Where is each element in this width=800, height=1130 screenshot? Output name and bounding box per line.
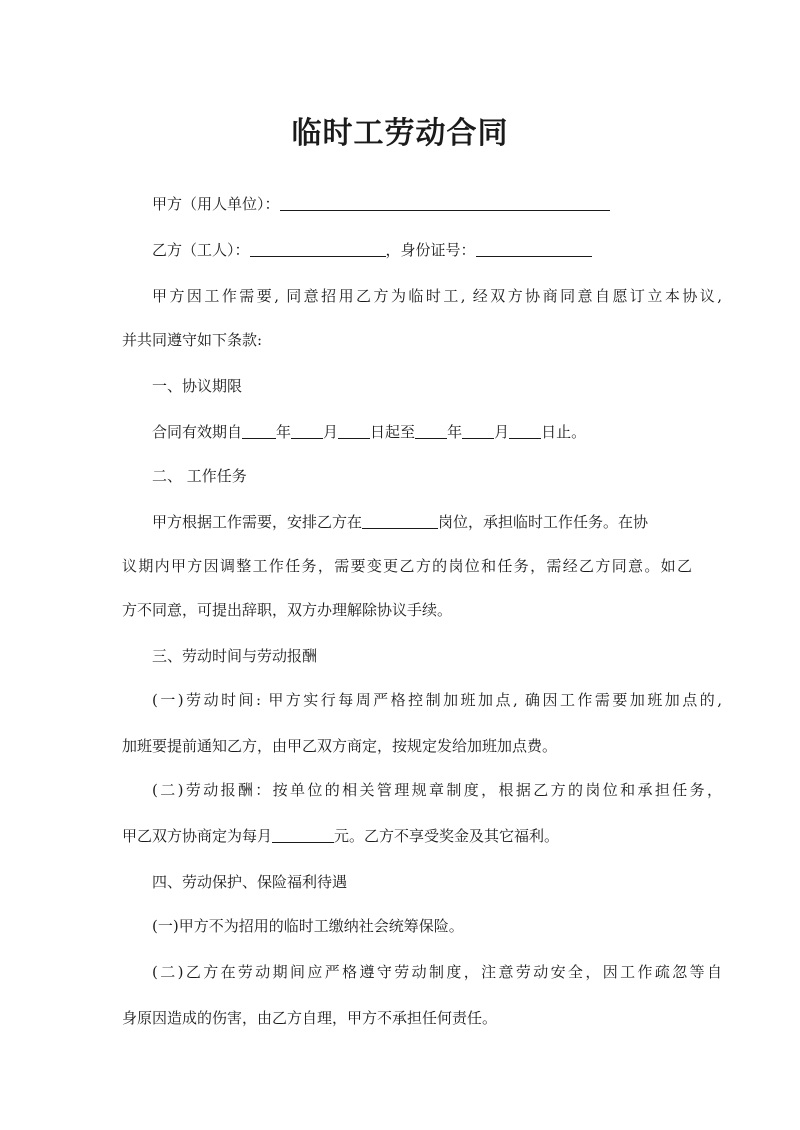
- hours-line-2: 加班要提前通知乙方，由甲乙双方商定，按规定发给加班加点费。: [122, 737, 558, 755]
- id-number-blank[interactable]: [476, 241, 592, 257]
- section-2-heading: 二、 工作任务: [152, 467, 247, 485]
- insurance-line-1: (一)甲方不为招用的临时工缴纳社会统筹保险。: [152, 917, 464, 935]
- task-line-1-a: 甲方根据工作需要，安排乙方在: [152, 513, 363, 531]
- year-label: 年: [276, 423, 292, 441]
- id-label: ，身份证号：: [385, 241, 476, 259]
- hours-line-1: (一)劳动时间: 甲方实行每周严格控制加班加点, 确因工作需要加班加点的,: [152, 691, 722, 709]
- task-line-2: 议期内甲方因调整工作任务，需要变更乙方的岗位和任务，需经乙方同意。如乙: [122, 557, 692, 575]
- party-a-blank[interactable]: [280, 195, 610, 211]
- start-year-blank[interactable]: [242, 423, 276, 439]
- pay-line-2-a: 甲乙双方协商定为每月: [122, 827, 273, 845]
- safety-line-2: 身原因造成的伤害，由乙方自理，甲方不承担任何责任。: [122, 1009, 498, 1027]
- party-a-label: 甲方（用人单位）：: [152, 195, 280, 213]
- day-start-label: 日起至: [370, 423, 416, 441]
- pay-line-2: [122, 826, 692, 846]
- section-3-heading: 三、劳动时间与劳动报酬: [152, 647, 318, 665]
- post-blank[interactable]: [362, 513, 438, 529]
- month-label: 月: [494, 423, 510, 441]
- start-month-blank[interactable]: [291, 423, 323, 439]
- pay-line-2-b: 元。乙方不享受奖金及其它福利。: [334, 827, 560, 845]
- task-line-3: 方不同意，可提出辞职，双方办理解除协议手续。: [122, 601, 453, 619]
- safety-line-1: (二)乙方在劳动期间应严格遵守劳动制度，注意劳动安全，因工作疏忽等自: [152, 963, 722, 981]
- intro-line-1: 甲方因工作需要, 同意招用乙方为临时工, 经双方协商同意自愿订立本协议,: [152, 287, 722, 305]
- end-year-blank[interactable]: [415, 423, 447, 439]
- section-4-heading: 四、劳动保护、保险福利待遇: [152, 873, 348, 891]
- intro-line-2: 并共同遵守如下条款:: [122, 331, 263, 349]
- pay-line-1: (二)劳动报酬：按单位的相关管理规章制度，根据乙方的岗位和承担任务，: [152, 781, 722, 799]
- start-day-blank[interactable]: [338, 423, 370, 439]
- end-month-blank[interactable]: [462, 423, 494, 439]
- term-prefix: 合同有效期自: [152, 423, 243, 441]
- month-label: 月: [323, 423, 339, 441]
- day-end-label: 日止。: [541, 423, 587, 441]
- task-line-1: [122, 512, 722, 532]
- monthly-pay-blank[interactable]: [272, 827, 334, 843]
- task-line-1-b: 岗位，承担临时工作任务。在协: [438, 513, 649, 531]
- section-1-heading: 一、协议期限: [152, 377, 243, 395]
- party-a-line: [122, 194, 722, 214]
- party-b-blank[interactable]: [250, 241, 386, 257]
- party-b-line: [122, 240, 722, 260]
- party-b-label: 乙方（工人）：: [152, 241, 250, 259]
- term-line: [122, 422, 722, 442]
- end-day-blank[interactable]: [509, 423, 541, 439]
- document-title: 临时工劳动合同: [291, 116, 509, 151]
- year-label: 年: [447, 423, 463, 441]
